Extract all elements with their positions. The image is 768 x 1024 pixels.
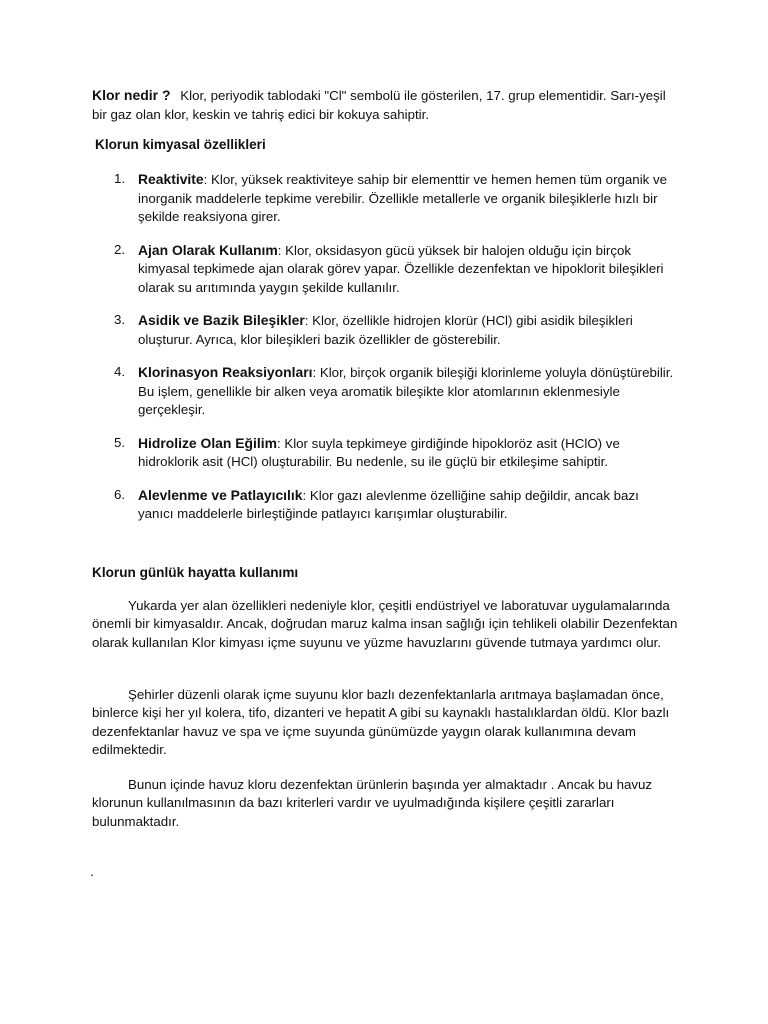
property-item <box>92 363 674 420</box>
item-number: 4. <box>114 364 126 379</box>
property-item <box>92 170 674 227</box>
usage-heading: Klorun günlük hayatta kullanımı <box>92 565 299 580</box>
item-term: Klorinasyon Reaksiyonları <box>138 364 313 380</box>
intro-question: Klor nedir ? <box>92 87 171 103</box>
item-text: : Klor, yüksek reaktiviteye sahip bir elementtir ve hemen hemen tüm organik ve inorganik maddelerle tepkime verebilir. Özellikle metallerle ve organik bileşiklerle hızlı bir şekilde reaksiyona girer. <box>138 172 668 224</box>
item-number: 2. <box>114 241 126 257</box>
item-text: : Klor suyla tepkimeye girdiğinde hipokloröz asit (HClO) ve hidroklorik asit (HCl) oluşturabilir. Bu nedenle, su ile güçlü bir etkileşime sahiptir. <box>138 435 620 469</box>
item-term: Asidik ve Bazik Bileşikler <box>138 312 305 328</box>
item-text: : Klor gazı alevlenme özelliğine sahip değildir, ancak bazı yanıcı maddelerle birleştiğinde patlayıcı karışımlar oluşturabilir. <box>138 487 639 521</box>
item-text: : Klor, birçok organik bileşiği klorinleme yoluyla dönüştürebilir. Bu işlem, genellikle bir alken veya aromatik bileşikte klor atomlarının eklenmesiyle gerçekleşir. <box>138 365 674 417</box>
trailing-mark: . <box>90 863 94 879</box>
property-item <box>92 241 674 298</box>
item-text: : Klor, özellikle hidrojen klorür (HCl) gibi asidik bileşikleri oluşturur. Ayrıca, klor bileşikleri bazik özellikler de gösterebilir. <box>138 313 633 347</box>
intro-text: Klor, periyodik tablodaki "Cl" sembolü ile gösterilen, 17. grup elementidir. Sarı-yeşil bir gaz olan klor, keskin ve tahriş edici bir kokuya sahiptir. <box>92 88 666 122</box>
item-term: Reaktivite <box>138 171 204 187</box>
item-number: 6. <box>114 486 126 502</box>
intro-paragraph <box>92 86 682 124</box>
property-item <box>92 486 674 524</box>
item-number: 3. <box>114 312 126 327</box>
property-item <box>92 434 674 472</box>
usage-paragraph: Bunun içinde havuz kloru dezenfektan ürünlerin başında yer almaktadır . Ancak bu havuz klorunun kullanılmasının da bazı kriterleri vardır ve uyulmadığında kişilere çeşitli zararları bulunmaktadır. <box>92 777 653 829</box>
properties-heading: Klorun kimyasal özellikleri <box>95 137 266 152</box>
item-term: Ajan Olarak Kullanım <box>138 241 278 258</box>
properties-list <box>92 170 674 524</box>
item-number: 5. <box>114 434 126 450</box>
item-number: 1. <box>114 171 126 186</box>
item-term: Hidrolize Olan Eğilim <box>138 434 277 451</box>
usage-paragraph: Yukarda yer alan özellikleri nedeniyle klor, çeşitli endüstriyel ve laboratuvar uygulamalarında önemli bir kimyasaldır. Ancak, doğrudan maruz kalma insan sağlığı için tehlikeli olabilir Dezenfektan olarak kullanılan Klor kimyası içme suyunu ve yüzme havuzlarını güvende tutmaya yardımcı olur. <box>92 598 678 650</box>
item-term: Alevlenme ve Patlayıcılık <box>138 486 303 503</box>
usage-paragraph: Şehirler düzenli olarak içme suyunu klor bazlı dezenfektanlarla arıtmaya başlamadan önce, binlerce kişi her yıl kolera, tifo, dizanteri ve hepatit A gibi su kaynaklı hastalıklardan öldü. Klor bazlı dezenfektanlar havuz ve spa ve içme suyunda günümüzde yaygın olarak kullanımına devam edilmektedir. <box>92 687 670 757</box>
property-item <box>92 311 674 349</box>
item-text: : Klor, oksidasyon gücü yüksek bir halojen olduğu için birçok kimyasal tepkimede ajan olarak görev yapar. Özellikle dezenfektan ve hipoklorit bileşikleri olarak su arıtımında yaygın şekilde kullanılır. <box>138 242 664 295</box>
